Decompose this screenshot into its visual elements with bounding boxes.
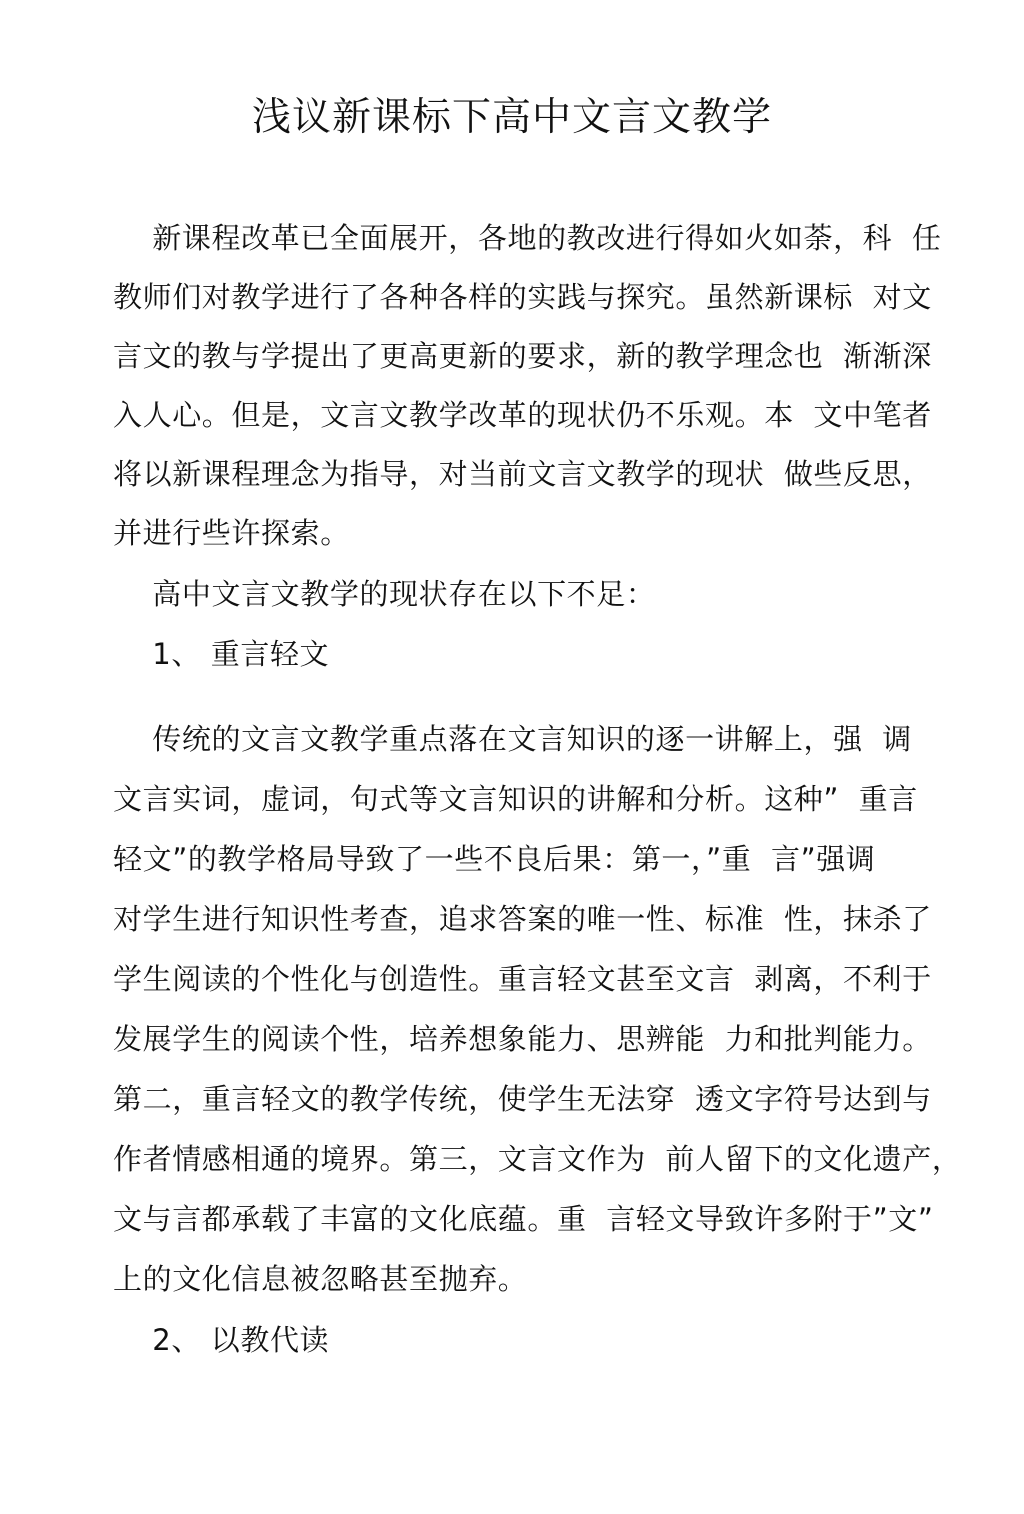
paragraph1-line-1: 新课程改革已全面展开，各地的教改进行得如火如荼，科 任 <box>113 221 942 255</box>
paragraph1-line-4: 入人心。但是，文言文教学改革的现状仍不乐观。本 文中笔者 <box>113 398 932 432</box>
paragraph2-line-2: 文言实词，虚词，句式等文言知识的讲解和分析。这种” 重言 <box>113 782 918 816</box>
paragraph2-line-7: 第二，重言轻文的教学传统，使学生无法穿 透文字符号达到与 <box>113 1082 932 1116</box>
section-heading-1: 1、 重言轻文 <box>113 637 330 671</box>
paragraph1-line-3: 言文的教与学提出了更高更新的要求，新的教学理念也 渐渐深 <box>113 339 932 373</box>
paragraph2-line-4: 对学生进行知识性考查，追求答案的唯一性、标准 性，抹杀了 <box>113 902 932 936</box>
paragraph2-line-5: 学生阅读的个性化与创造性。重言轻文甚至文言 剥离，不利于 <box>113 962 932 996</box>
paragraph2-line-6: 发展学生的阅读个性，培养想象能力、思辨能 力和批判能力。 <box>113 1022 932 1056</box>
paragraph1-line-5: 将以新课程理念为指导，对当前文言文教学的现状 做些反思， <box>113 457 932 491</box>
paragraph2-line-3: 轻文”的教学格局导致了一些不良后果：第一，”重 言”强调 <box>113 842 876 876</box>
paragraph1-line-6: 并进行些许探索。 <box>113 516 350 550</box>
paragraph2-line-1: 传统的文言文教学重点落在文言知识的逐一讲解上，强 调 <box>113 722 912 756</box>
paragraph2-line-10: 上的文化信息被忽略甚至抛弃。 <box>113 1262 528 1296</box>
paragraph2-line-8: 作者情感相通的境界。第三，文言文作为 前人留下的文化遗产， <box>113 1142 962 1176</box>
paragraph1-line-2: 教师们对教学进行了各种各样的实践与探究。虽然新课标 对文 <box>113 280 932 314</box>
paragraph2-line-9: 文与言都承载了丰富的文化底蕴。重 言轻文导致许多附于”文” <box>113 1202 934 1236</box>
section-heading-2: 2、 以教代读 <box>113 1323 330 1357</box>
page-title: 浅议新课标下高中文言文教学 <box>251 95 772 140</box>
intro-line: 高中文言文教学的现状存在以下不足： <box>113 577 656 611</box>
